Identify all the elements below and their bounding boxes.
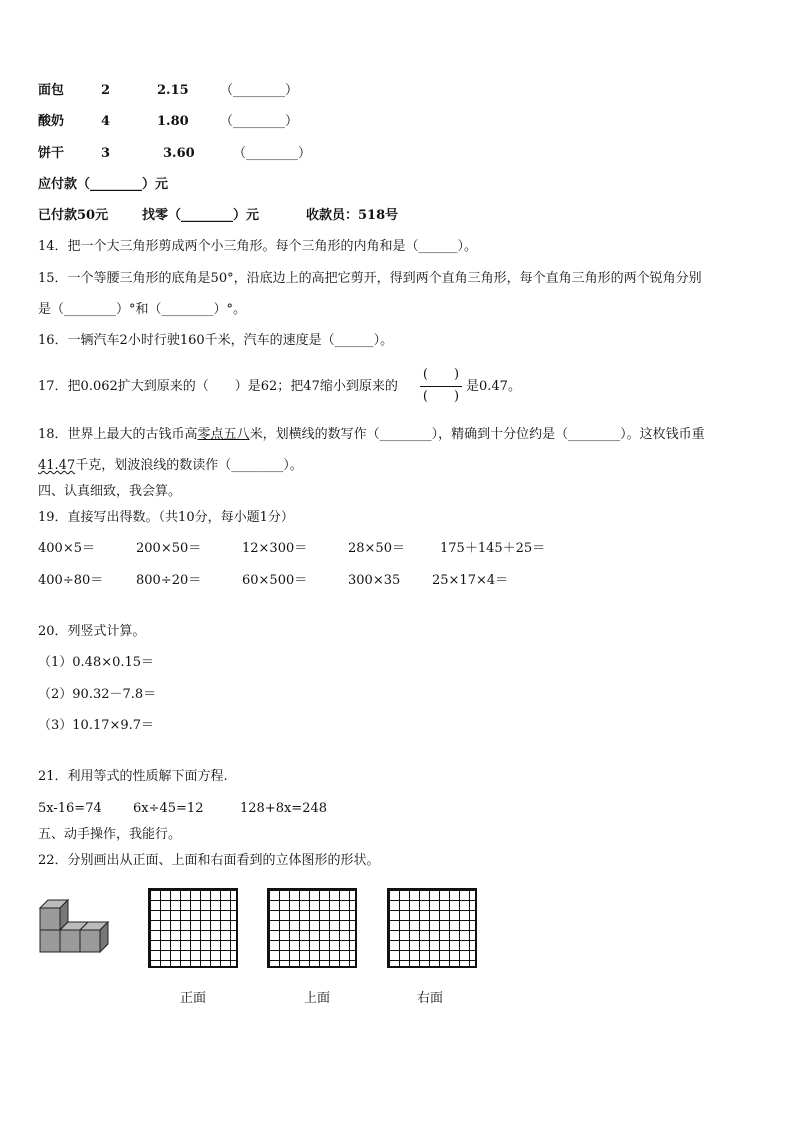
fraction-bar (420, 386, 462, 387)
question-22: 22．分别画出从正面、上面和右面看到的立体图形的形状。 (38, 853, 380, 868)
receipt-qty: 2 (101, 83, 111, 98)
calc-item: 400×5＝ (38, 541, 95, 556)
front-view-grid[interactable] (148, 888, 238, 968)
front-view-caption: 正面 (179, 991, 206, 1006)
calc-item: 25×17×4＝ (432, 573, 509, 588)
receipt-blank[interactable]: （________） (220, 114, 299, 129)
question-16: 16．一辆汽车2小时行驶160千米，汽车的速度是（______）。 (38, 333, 394, 348)
question-17-part2: 是0.47。 (466, 379, 521, 394)
fraction-numerator[interactable]: ( ) (422, 367, 460, 382)
q20-item-3: （3）10.17×9.7＝ (38, 718, 155, 733)
question-18-line2 (38, 457, 303, 475)
question-19: 19．直接写出得数。（共10分，每小题1分） (38, 510, 294, 525)
q18-text-line2: 千克，划波浪线的数读作（________）。 (75, 458, 303, 473)
question-21: 21．利用等式的性质解下面方程. (38, 769, 228, 784)
top-view-caption: 上面 (303, 991, 330, 1006)
calc-item: 60×500＝ (242, 573, 308, 588)
receipt-change: 找零（________）元 (142, 208, 260, 223)
receipt-item: 饼干 (38, 146, 65, 161)
right-view-grid[interactable] (387, 888, 477, 968)
receipt-item: 酸奶 (38, 114, 65, 129)
question-15-line1: 15．一个等腰三角形的底角是50°，沿底边上的高把它剪开，得到两个直角三角形，每个直角三角形的两个锐角分别 (38, 271, 702, 286)
fraction-denominator[interactable]: ( ) (422, 389, 460, 404)
cube-stack-figure (38, 898, 120, 958)
top-view-grid[interactable] (267, 888, 357, 968)
calc-item: 400÷80＝ (38, 573, 104, 588)
equation: 128+8x=248 (240, 801, 328, 816)
q20-item-1: （1）0.48×0.15＝ (38, 655, 155, 670)
receipt-item: 面包 (38, 83, 65, 98)
calc-item: 800÷20＝ (136, 573, 202, 588)
question-20: 20．列竖式计算。 (38, 624, 146, 639)
question-17-fraction (420, 366, 462, 408)
right-view-caption: 右面 (416, 991, 443, 1006)
calc-item: 200×50＝ (136, 541, 202, 556)
receipt-qty: 3 (101, 146, 111, 161)
q18-underlined-number: 零点五八 (197, 427, 250, 442)
question-18-line1 (38, 426, 705, 444)
receipt-price: 1.80 (157, 114, 189, 129)
equation: 5x-16=74 (38, 801, 102, 816)
cube (80, 922, 108, 952)
receipt-blank[interactable]: （________） (233, 146, 312, 161)
calc-item: 12×300＝ (242, 541, 308, 556)
calc-item: 300×35 (348, 573, 401, 588)
receipt-cashier: 收款员：518号 (306, 208, 399, 223)
question-15-line2: 是（________）°和（________）°。 (38, 302, 247, 317)
receipt-price: 2.15 (157, 83, 189, 98)
section-4-heading: 四、认真细致，我会算。 (38, 484, 182, 499)
receipt-blank[interactable]: （________） (220, 83, 299, 98)
q20-item-2: （2）90.32－7.8＝ (38, 687, 157, 702)
receipt-payable: 应付款（________）元 (38, 177, 169, 192)
calc-item: 175＋145＋25＝ (440, 541, 546, 556)
equation: 6x÷45=12 (133, 801, 204, 816)
calc-item: 28×50＝ (348, 541, 405, 556)
q18-wavy-number: 41.47 (38, 458, 76, 473)
q18-text-a: 18．世界上最大的古钱币高 (38, 427, 198, 442)
section-5-heading: 五、动手操作，我能行。 (38, 827, 182, 842)
cube (40, 930, 60, 952)
q18-text-c: 米，划横线的数写作（________），精确到十分位约是（________）。这枚钱币重 (249, 427, 705, 442)
receipt-price: 3.60 (163, 146, 195, 161)
receipt-qty: 4 (101, 114, 111, 129)
question-14: 14．把一个大三角形剪成两个小三角形。每个三角形的内角和是（______）。 (38, 239, 478, 254)
receipt-paid: 已付款50元 (38, 208, 109, 223)
question-17-part1: 17．把0.062扩大到原来的（ ）是62；把47缩小到原来的 (38, 379, 398, 394)
